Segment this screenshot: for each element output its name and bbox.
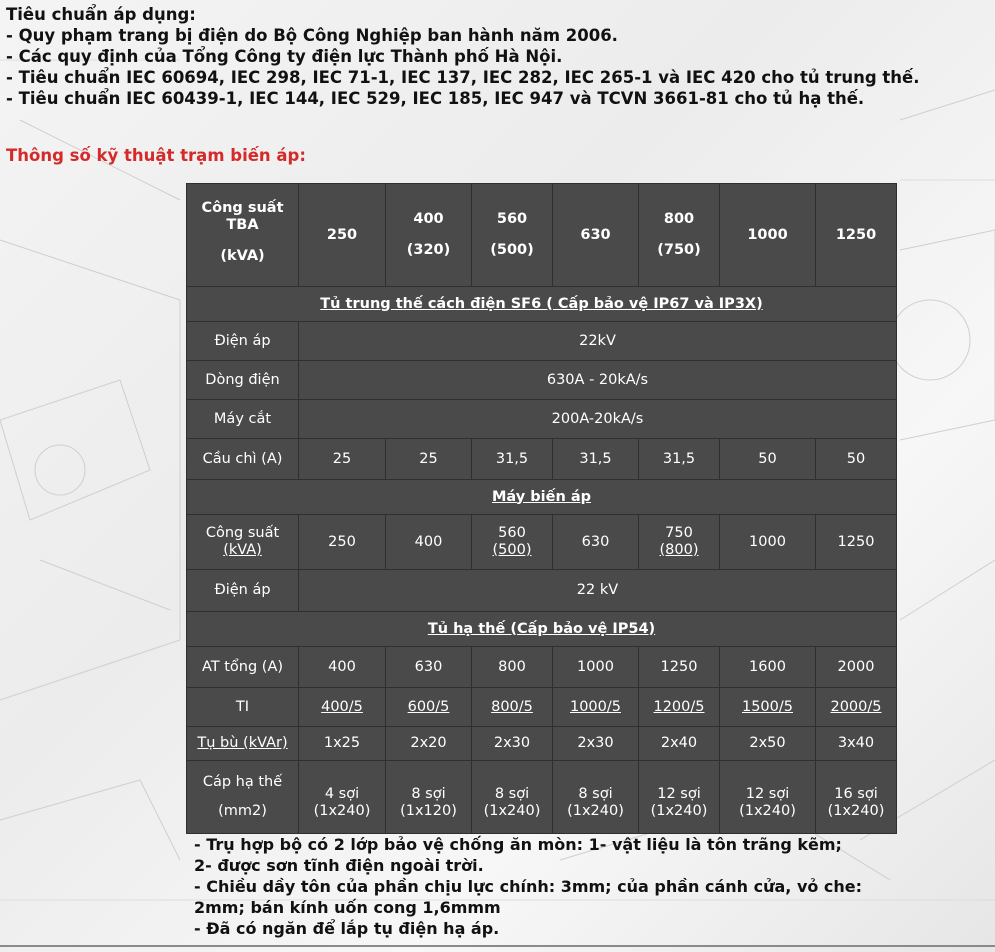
row-label: Cầu chì (A) bbox=[187, 439, 299, 480]
row-label: Máy cắt bbox=[187, 400, 299, 439]
row-cell: 2000/5 bbox=[816, 688, 897, 727]
mv-row bbox=[187, 361, 897, 400]
row-cell: 2x30 bbox=[472, 727, 553, 761]
lv-row bbox=[187, 688, 897, 727]
row-cell bbox=[472, 515, 553, 570]
row-cell bbox=[720, 761, 816, 834]
spec-table bbox=[186, 183, 897, 834]
row-cell: 2x20 bbox=[386, 727, 472, 761]
header-value: 250 bbox=[326, 226, 358, 243]
header-value: 400 bbox=[413, 211, 444, 227]
row-cell: 1000/5 bbox=[553, 688, 639, 727]
row-cell: 25 bbox=[299, 439, 386, 480]
row-cell: 31,5 bbox=[472, 439, 553, 480]
transformer-section-row bbox=[187, 480, 897, 515]
cell-line: 1000 bbox=[749, 533, 786, 550]
cell-line: 250 bbox=[328, 533, 356, 550]
row-cell: 2x30 bbox=[553, 727, 639, 761]
row-label: TI bbox=[187, 688, 299, 727]
cell-line: (1x120) bbox=[400, 803, 457, 819]
row-label bbox=[187, 515, 299, 570]
cell-line: 16 sợi bbox=[834, 786, 878, 802]
transformer-voltage-row bbox=[187, 570, 897, 612]
header-alt-value: (750) bbox=[657, 242, 701, 258]
row-cell: 31,5 bbox=[639, 439, 720, 480]
cell-line: 12 sợi bbox=[657, 786, 701, 802]
row-label: Điện áp bbox=[187, 570, 299, 612]
cell-line: (1x240) bbox=[567, 803, 624, 819]
row-cell bbox=[472, 761, 553, 834]
row-label-line: Cáp hạ thế bbox=[202, 774, 283, 790]
row-cell: 2x50 bbox=[720, 727, 816, 761]
note-line: - Đã có ngăn để lắp tụ điện hạ áp. bbox=[194, 919, 500, 938]
row-cell: 1600 bbox=[720, 647, 816, 688]
row-cell: 50 bbox=[816, 439, 897, 480]
header-label-2: TBA bbox=[226, 217, 259, 233]
row-label: Tụ bù (kVAr) bbox=[187, 727, 299, 761]
mv-section-row bbox=[187, 287, 897, 322]
mv-section-title: Tủ trung thế cách điện SF6 ( Cấp bảo vệ IP67 và IP3X) bbox=[187, 287, 897, 322]
lv-section-row bbox=[187, 612, 897, 647]
row-cell bbox=[816, 515, 897, 570]
row-label: AT tổng (A) bbox=[187, 647, 299, 688]
header-label-1: Công suất bbox=[201, 200, 284, 216]
spec-heading: Thông số kỹ thuật trạm biến áp: bbox=[6, 146, 306, 165]
cell-line: (1x240) bbox=[313, 803, 371, 819]
standard-line: - Các quy định của Tổng Công ty điện lực Thành phố Hà Nội. bbox=[6, 47, 563, 66]
standards-title: Tiêu chuẩn áp dụng: bbox=[6, 5, 196, 24]
row-cell: 800/5 bbox=[472, 688, 553, 727]
row-cell: 400/5 bbox=[299, 688, 386, 727]
row-cell: 800 bbox=[472, 647, 553, 688]
header-value: 800 bbox=[663, 211, 695, 227]
transformer-power-row bbox=[187, 515, 897, 570]
header-cell bbox=[816, 184, 897, 287]
row-cell bbox=[553, 761, 639, 834]
lv-row bbox=[187, 647, 897, 688]
row-label-line: (mm2) bbox=[218, 803, 267, 819]
row-label: Dòng điện bbox=[187, 361, 299, 400]
row-cell: 50 bbox=[720, 439, 816, 480]
cell-line: 12 sợi bbox=[745, 786, 790, 802]
cell-line: 400 bbox=[414, 533, 443, 550]
cell-line: (1x240) bbox=[483, 803, 541, 819]
row-label bbox=[187, 761, 299, 834]
header-value: 1000 bbox=[747, 226, 788, 243]
row-cell: 2000 bbox=[816, 647, 897, 688]
cell-line: (1x240) bbox=[739, 803, 796, 819]
header-value: 1250 bbox=[835, 226, 877, 243]
row-cell: 2x40 bbox=[639, 727, 720, 761]
header-label-cell bbox=[187, 184, 299, 287]
applied-standards bbox=[6, 4, 920, 109]
standard-line: - Tiêu chuẩn IEC 60439-1, IEC 144, IEC 529, IEC 185, IEC 947 và TCVN 3661-81 cho tủ hạ thế. bbox=[6, 89, 865, 108]
notes bbox=[194, 834, 862, 939]
mv-row bbox=[187, 322, 897, 361]
header-alt-value: (500) bbox=[490, 242, 534, 258]
note-line: 2mm; bán kính uốn cong 1,6mmm bbox=[194, 898, 501, 917]
row-cell bbox=[816, 761, 897, 834]
cell-line: (1x240) bbox=[827, 803, 885, 819]
row-label: Điện áp bbox=[187, 322, 299, 361]
header-cell bbox=[720, 184, 816, 287]
transformer-section-title: Máy biến áp bbox=[187, 480, 897, 515]
row-cell bbox=[639, 761, 720, 834]
note-line: - Trụ hợp bộ có 2 lớp bảo vệ chống ăn mòn: 1- vật liệu là tôn trãng kẽm; bbox=[194, 835, 842, 854]
note-line: 2- được sơn tĩnh điện ngoài trời. bbox=[194, 856, 484, 875]
row-cell bbox=[639, 515, 720, 570]
standard-line: - Tiêu chuẩn IEC 60694, IEC 298, IEC 71-1, IEC 137, IEC 282, IEC 265-1 và IEC 420 cho tủ trung thế. bbox=[6, 68, 920, 87]
lv-row bbox=[187, 727, 897, 761]
row-cell: 1200/5 bbox=[639, 688, 720, 727]
lv-section-title: Tủ hạ thế (Cấp bảo vệ IP54) bbox=[187, 612, 897, 647]
cell-line: 750 bbox=[665, 525, 693, 541]
standard-line: - Quy phạm trang bị điện do Bộ Công Nghiệp ban hành năm 2006. bbox=[6, 26, 618, 45]
header-alt-value: (320) bbox=[406, 242, 451, 258]
header-label-3: (kVA) bbox=[220, 248, 265, 264]
cell-line: 8 sợi bbox=[578, 786, 613, 802]
row-label-line: (kVA) bbox=[223, 542, 262, 558]
row-cell: 400 bbox=[299, 647, 386, 688]
cell-line: (800) bbox=[659, 542, 699, 558]
row-cell bbox=[299, 515, 386, 570]
header-cell bbox=[553, 184, 639, 287]
row-cell bbox=[299, 761, 386, 834]
cell-line: (1x240) bbox=[650, 803, 708, 819]
row-value: 22kV bbox=[299, 322, 897, 361]
row-cell bbox=[720, 515, 816, 570]
note-line: - Chiều dầy tôn của phần chịu lực chính: 3mm; của phần cánh cửa, vỏ che: bbox=[194, 877, 863, 896]
row-value: 630A - 20kA/s bbox=[299, 361, 897, 400]
row-cell: 31,5 bbox=[553, 439, 639, 480]
cell-line: 4 sợi bbox=[324, 786, 360, 802]
cell-line: (500) bbox=[492, 542, 532, 558]
row-cell: 25 bbox=[386, 439, 472, 480]
cable-row bbox=[187, 761, 897, 834]
row-cell: 1000 bbox=[553, 647, 639, 688]
row-value: 22 kV bbox=[299, 570, 897, 612]
header-cell bbox=[299, 184, 386, 287]
cell-line: 560 bbox=[498, 525, 526, 541]
row-cell: 1x25 bbox=[299, 727, 386, 761]
cell-line: 8 sợi bbox=[494, 786, 530, 802]
header-row bbox=[187, 184, 897, 287]
cell-line: 630 bbox=[581, 533, 610, 550]
row-value: 200A-20kA/s bbox=[299, 400, 897, 439]
row-cell: 3x40 bbox=[816, 727, 897, 761]
header-value: 560 bbox=[496, 211, 528, 227]
fuse-row bbox=[187, 439, 897, 480]
row-cell: 630 bbox=[386, 647, 472, 688]
row-cell bbox=[386, 515, 472, 570]
header-value: 630 bbox=[580, 226, 611, 243]
cell-line: 1250 bbox=[837, 533, 875, 550]
row-cell: 1500/5 bbox=[720, 688, 816, 727]
header-cell bbox=[472, 184, 553, 287]
row-label-line: Công suất bbox=[205, 525, 280, 541]
row-cell: 1250 bbox=[639, 647, 720, 688]
row-cell bbox=[553, 515, 639, 570]
mv-row bbox=[187, 400, 897, 439]
cell-line: 8 sợi bbox=[411, 786, 446, 802]
header-cell bbox=[639, 184, 720, 287]
row-cell: 600/5 bbox=[386, 688, 472, 727]
header-cell bbox=[386, 184, 472, 287]
row-cell bbox=[386, 761, 472, 834]
